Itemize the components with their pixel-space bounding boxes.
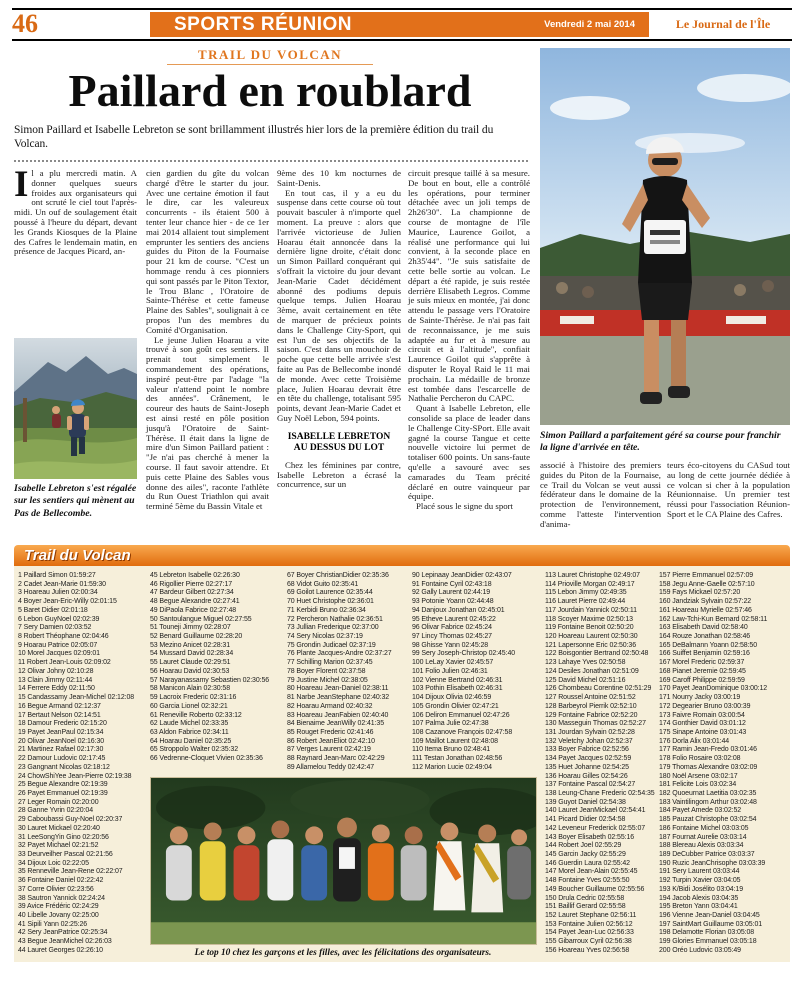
result-row: 142 Leveneur Frederick 02:55:07 xyxy=(545,824,646,832)
result-row: 133 Boyer Fabrice 02:52:56 xyxy=(545,746,629,754)
result-row: 72 Percheron Nathalie 02:36:51 xyxy=(287,615,383,623)
result-row: 82 Hoarau Armand 02:40:32 xyxy=(287,702,373,710)
result-row: 170 Payet JeanDominique 03:00:12 xyxy=(659,685,768,693)
result-row: 102 Vienne Bertrand 02:46:31 xyxy=(412,676,503,684)
result-row: 171 Nourry Jacky 03:00:19 xyxy=(659,694,741,702)
result-row: 21 Martinez Rafael 02:17:30 xyxy=(18,746,104,754)
result-row: 86 Robert JeanEliot 02:42:10 xyxy=(287,737,375,745)
result-row: 20 Olivar JeanNoel 02:16:30 xyxy=(18,737,105,745)
result-row: 14 Ferrere Eddy 02:11:50 xyxy=(18,685,95,693)
result-row: 117 Jourdain Yannick 02:50:11 xyxy=(545,606,637,614)
column-3-paragraphs: 9ème des 10 km nocturnes de Saint-Denis. En tout cas, il y a eu du suspense dans cette course où tout pouvait basculer à n'importe quel moment. La preuve : alors que l'arrivée victorieuse de Julien Hoarau était annoncée dans la dernière ligne droite, c'était donc un Simon Paillard conquérant qui s'offrait la victoire du jour devant Jean-Marie Cadet décidément abonné des podiums depuis quelque temps. Julien Hoarau 3ème, avait certainement en tête de marquer de précieux points dans le Challenge City-Sport, qui est l'un de ses objectifs de la saison. C'est dans un mouchoir de poche que cette belle arrivée s'est faite au Pas de Bellecombe inondé de monde. Avec cette Troisième place, Julien Hoarau devrait être en tête du challenge, totalisant 595 points, devant Jean-Marie Cadet et Guy Noël Lebon, 594 points. xyxy=(277,168,401,423)
headline: Paillard en roublard xyxy=(68,65,472,116)
result-row: 74 Sery Nicolas 02:37:19 xyxy=(287,633,363,641)
result-row: 46 Rigollier Pierre 02:27:17 xyxy=(150,580,233,588)
article-column-2: cien gardien du gîte du volcan chargé d'être le starter du jour. Avec une certaine émotion il faut le dire, car les valeureux concurrents - ils étaient 500 à tenter leur chance hier - de ce 1er mai 2014 allaient tout simplement emprunter les sentiers des anciens guides du Piton de la Fournaise pour 21 km de course. "C'est un hommage rendu à ces pionniers qui sont passés par le Piton Textor, le Trou Blanc , l'Oratoire de Sainte-Thérèse et cette fameuse Plaine des Sables", soulignait à ce propos l'un des membres du Comité d'Organisation. Le jeune Julien Hoarau a vite trouvé à son goût ces sentiers. Il prenait tout simplement le commandement des opérations, inspiré peut-être par l'adage "la valeur n'attend point le nombre des années". Crânement, le coureur des hauts de Saint-Joseph est ainsi resté en pôle position jusqu'à l'Oratoire de Saint-Thérèse. Il était dans la ligne de mire d'un Simon Paillard patient : "Je n'ai pas cherché à mener la course. Il faut savoir attendre. Et puis cette Plaine des Sables vous donne des ailes", raconte l'athlète du Run Ouest Triathlon qui avait terminé 5ème du Bassin Vitale et xyxy=(146,168,269,512)
result-row: 125 David Michel 02:51:16 xyxy=(545,676,626,684)
result-row: 113 Lauret Christophe 02:49:07 xyxy=(545,572,640,579)
result-row: 59 Lacroix Frederic 02:31:16 xyxy=(150,694,237,702)
result-row: 76 Plante Jacques-Andre 02:37:27 xyxy=(287,650,392,658)
result-row: 69 Goilot Laurence 02:35:44 xyxy=(287,589,373,597)
result-row: 54 Mussard David 02:28:34 xyxy=(150,650,234,658)
result-row: 165 DeBalmann Yoann 02:58:50 xyxy=(659,641,758,649)
result-row: 70 Huet Christophe 02:36:01 xyxy=(287,598,374,606)
result-row: 139 Guyot Daniel 02:54:38 xyxy=(545,798,626,806)
result-row: 26 Payet Emmanuel 02:19:39 xyxy=(18,789,108,797)
result-row: 182 Quoeurnat Laetitia 03:02:35 xyxy=(659,789,757,797)
result-row: 181 Felicite Lois 03:02:34 xyxy=(659,781,737,789)
result-row: 52 Benard Guillaume 02:28:20 xyxy=(150,633,243,641)
result-row: 198 Delamotte Florian 03:05:08 xyxy=(659,929,755,937)
result-row: 134 Payet Jacques 02:52:59 xyxy=(545,755,632,763)
result-row: 71 Kerbidi Bruno 02:36:34 xyxy=(287,606,366,614)
results-column-6 xyxy=(655,572,790,956)
result-row: 149 Boucher Guillaume 02:55:56 xyxy=(545,885,645,893)
page-number: 46 xyxy=(12,9,38,38)
result-row: 105 Grondin Olivier 02:47:21 xyxy=(412,702,499,710)
result-row: 144 Robert Joel 02:55:29 xyxy=(545,842,622,850)
result-row: 136 Hoarau Gilles 02:54:26 xyxy=(545,772,628,780)
result-row: 57 Narayanassamy Sebastien 02:30:56 xyxy=(150,676,270,684)
result-row: 173 Faivre Romain 03:00:54 xyxy=(659,711,745,719)
result-row: 44 Lauret Georges 02:26:10 xyxy=(18,946,103,954)
result-row: 131 Jourdan Sylvain 02:52:28 xyxy=(545,728,635,736)
issue-date: Vendredi 2 mai 2014 xyxy=(544,19,635,30)
results-column-5 xyxy=(541,572,655,956)
result-row: 18 Damour Frederic 02:15:20 xyxy=(18,720,107,728)
result-row: 180 Noël Arsene 03:02:17 xyxy=(659,772,738,780)
result-row: 112 Marion Lucie 02:49:04 xyxy=(412,763,492,771)
result-row: 87 Verges Laurent 02:42:19 xyxy=(287,746,371,754)
result-row: 73 Jullian Frederique 02:37:00 xyxy=(287,624,379,632)
result-row: 93 Potonie Yoann 02:44:48 xyxy=(412,598,494,606)
result-row: 19 Payet JeanPaul 02:15:34 xyxy=(18,728,104,736)
result-row: 39 Avice Frédéric 02:24:29 xyxy=(18,903,99,911)
result-row: 177 Ramin Jean-Fredo 03:01:46 xyxy=(659,746,757,754)
result-row: 90 Lepinaay JeanDidier 02:43:07 xyxy=(412,572,512,579)
result-row: 146 Guerdin Laura 02:55:42 xyxy=(545,859,630,867)
masthead: Le Journal de l'Île xyxy=(675,17,771,31)
result-row: 195 Breton Yann 03:04:41 xyxy=(659,903,738,911)
result-row: 152 Lauret Stephane 02:56:11 xyxy=(545,912,637,920)
result-row: 178 Folio Rosaire 03:02:08 xyxy=(659,755,741,763)
result-row: 23 Gangnant Nicolas 02:18:12 xyxy=(18,763,110,771)
result-row: 51 Touneji Jimmy 02:28:07 xyxy=(150,624,231,632)
result-row: 62 Laude Michel 02:33:35 xyxy=(150,720,229,728)
result-row: 188 Blereau Alexis 03:03:34 xyxy=(659,842,744,850)
result-row: 138 Leung-Chane Frederic 02:54:35 xyxy=(545,789,655,797)
section-bar xyxy=(150,12,649,37)
result-row: 22 Damour Ludovic 02:17:45 xyxy=(18,755,106,763)
result-row: 88 Raynard Jean-Marc 02:42:29 xyxy=(287,755,385,763)
result-row: 172 Degearier Bruno 03:00:39 xyxy=(659,702,751,710)
result-row: 66 Vedrenne-Cloquet Vivien 02:35:36 xyxy=(150,755,263,763)
result-row: 151 Baillif Gerard 02:55:58 xyxy=(545,903,626,911)
result-row: 159 Fays Mickael 02:57:20 xyxy=(659,589,741,597)
result-row: 16 Begue Armand 02:12:37 xyxy=(18,702,101,710)
result-row: 55 Lauret Claude 02:29:51 xyxy=(150,659,231,667)
bottom-photo-caption: Le top 10 chez les garçons et les filles, avec les félicitations des organisateurs. xyxy=(194,948,492,958)
result-row: 169 Caroff Philippe 02:59:59 xyxy=(659,676,745,684)
result-row: 120 Hoareau Laurent 02:50:30 xyxy=(545,633,638,641)
result-row: 92 Gally Laurent 02:44:19 xyxy=(412,589,491,597)
result-row: 10 Morel Jacques 02:09:01 xyxy=(18,650,100,658)
result-row: 193 K/Bidi Josélito 03:04:19 xyxy=(659,885,743,893)
result-row: 32 Payet Michael 02:21:52 xyxy=(18,842,99,850)
result-row: 30 Lauret Mickael 02:20:40 xyxy=(18,824,100,832)
result-row: 141 Picard Didier 02:54:58 xyxy=(545,816,626,824)
article-column-1: Il a plu mercredi matin. A donner quelques sueurs froides aux organisateurs qui ont scruté le ciel tout l'après-midi. Un ouf de soulagement était poussé à l'heure du départ, devant les Grands Kiosques de la Plaine des Cafres le lendemain matin, en présence de Jacques Picard, an- xyxy=(14,164,137,257)
result-row: 153 Fontaine Julien 02:56:12 xyxy=(545,920,633,928)
result-row: 119 Fontaine Benoit 02:50:20 xyxy=(545,624,634,632)
result-row: 162 Law-Tchi-Kun Bernard 02:58:11 xyxy=(659,615,768,623)
result-row: 185 Pauzat Christophe 03:02:54 xyxy=(659,816,757,824)
result-row: 124 Desiles Jonathan 02:51:09 xyxy=(545,667,639,675)
result-row: 97 Lincy Thomas 02:45:27 xyxy=(412,633,492,641)
result-row: 99 Sery Joseph-Christop 02:45:40 xyxy=(412,650,516,658)
result-row: 179 Thomas Alexandre 03:02:09 xyxy=(659,763,758,771)
result-row: 122 Boisgontier Bertrand 02:50:48 xyxy=(545,650,649,658)
result-row: 107 Palma Julie 02:47:38 xyxy=(412,720,489,728)
result-row: 80 Hoareau Jean-Daniel 02:38:11 xyxy=(287,685,389,693)
result-row: 186 Fontaine Michel 03:03:05 xyxy=(659,824,749,832)
result-row: 194 Jacob Alexis 03:04:35 xyxy=(659,894,739,902)
result-row: 166 Suiffet Benjamin 02:59:16 xyxy=(659,650,750,658)
result-row: 190 Ruzic JeanChrisophe 03:03:39 xyxy=(659,859,766,867)
result-row: 96 Olivar Fabrice 02:45:24 xyxy=(412,624,492,632)
result-row: 47 Bardeur Gilbert 02:27:34 xyxy=(150,589,234,597)
result-row: 189 DeCubber Patrice 03:03:37 xyxy=(659,851,755,858)
result-row: 94 Danjoux Jonathan 02:45:01 xyxy=(412,606,505,614)
result-row: 184 Payet Amede 03:02:52 xyxy=(659,807,742,815)
article-column-3 xyxy=(277,169,401,490)
result-row: 101 Folio Julien 02:46:31 xyxy=(412,667,488,675)
result-row: 104 Dijoux Olivia 02:46:59 xyxy=(412,694,492,702)
result-row: 5 Baret Didier 02:01:18 xyxy=(18,606,88,614)
result-row: 157 Pierre Emmanuel 02:57:09 xyxy=(659,572,754,579)
result-row: 156 Hoareau Yves 02:56:58 xyxy=(545,946,630,954)
result-row: 197 SaintMart Guillaume 03:05:01 xyxy=(659,920,763,928)
result-row: 167 Morel Frederic 02:59:37 xyxy=(659,659,745,667)
result-row: 148 Fontaine Yves 02:55:50 xyxy=(545,877,630,885)
result-row: 75 Grondin Judicael 02:37:19 xyxy=(287,641,376,649)
result-row: 8 Robert Théophane 02:04:46 xyxy=(18,633,109,641)
result-row: 130 Masseguin Thomas 02:52:27 xyxy=(545,720,646,728)
result-row: 9 Hoarau Patrice 02:05:07 xyxy=(18,641,98,649)
result-row: 7 Sery Damien 02:03:52 xyxy=(18,624,92,632)
result-row: 150 Drula Cedric 02:55:58 xyxy=(545,894,625,902)
result-row: 17 Bertaut Nelson 02:14:51 xyxy=(18,711,101,719)
result-row: 161 Hoareau Myrielle 02:57:46 xyxy=(659,606,752,614)
result-row: 123 Lahaye Yves 02:50:58 xyxy=(545,659,626,667)
section-title: SPORTS RÉUNION xyxy=(174,13,353,35)
result-row: 61 Reneville Roberto 02:33:12 xyxy=(150,711,242,719)
result-row: 192 Turpin Xavier 03:04:05 xyxy=(659,877,741,885)
result-row: 155 Gibarroux Cyril 02:56:38 xyxy=(545,938,632,946)
result-row: 1 Paillard Simon 01:59:27 xyxy=(18,572,96,579)
result-row: 33 Deurveilher Pascal 02:21:56 xyxy=(18,851,113,858)
result-row: 98 Ghisse Yann 02:45:28 xyxy=(412,641,489,649)
result-row: 176 Dorla Alix 03:01:44 xyxy=(659,737,730,745)
dotted-separator xyxy=(14,160,528,162)
result-row: 121 Lapersonne Eric 02:50:36 xyxy=(545,641,636,649)
result-row: 50 Santoulangue Miguel 02:27:55 xyxy=(150,615,252,623)
column-3-paragraphs-after: Chez les féminines par contre, Isabelle Lebreton a écrasé la concurrence, sur un xyxy=(277,459,401,490)
result-row: 116 Lauret Pierre 02:49:44 xyxy=(545,598,626,606)
result-row: 65 Stroppolo Walter 02:35:32 xyxy=(150,746,238,754)
kicker: TRAIL DU VOLCAN xyxy=(197,47,343,62)
result-row: 27 Leger Romain 02:20:00 xyxy=(18,798,99,806)
result-row: 81 Narbe JeanStephane 02:40:32 xyxy=(287,694,390,702)
result-row: 115 Lebon Jimmy 02:49:35 xyxy=(545,589,627,597)
result-row: 79 Justine Michel 02:38:05 xyxy=(287,676,368,684)
result-row: 53 Mezino Anicet 02:28:31 xyxy=(150,641,231,649)
result-row: 45 Lebreton Isabelle 02:26:30 xyxy=(150,572,240,579)
results-column-1 xyxy=(14,572,146,956)
result-row: 4 Boyer Jean-Eric-Willy 02:01:15 xyxy=(18,598,117,606)
crosshead: ISABELLE LEBRETON AU DESSUS DU LOT xyxy=(287,431,391,454)
result-row: 108 Cazanove François 02:47:58 xyxy=(412,728,513,736)
result-row: 63 Aldon Fabrice 02:34:11 xyxy=(150,728,229,736)
result-row: 175 Sinape Antoine 03:01:43 xyxy=(659,728,747,736)
result-row: 111 Testan Jonathan 02:48:56 xyxy=(412,755,503,763)
result-row: 129 Fontaine Fabrice 02:52:20 xyxy=(545,711,638,719)
result-row: 12 Olivar Johny 02:10:28 xyxy=(18,667,94,675)
result-row: 128 Barbeyrol Pierrik 02:52:10 xyxy=(545,702,637,710)
result-row: 174 Gonthier David 03:01:12 xyxy=(659,720,746,728)
result-row: 140 Lauret JeanMickael 02:54:41 xyxy=(545,807,646,815)
result-row: 37 Corre Olivier 02:23:56 xyxy=(18,885,94,893)
result-row: 77 Schilling Marion 02:37:45 xyxy=(287,659,373,667)
result-row: 89 Allamelou Teddy 02:42:47 xyxy=(287,763,375,771)
result-row: 118 Scoyer Maxime 02:50:13 xyxy=(545,615,633,623)
result-row: 196 Vienne Jean-Daniel 03:04:45 xyxy=(659,912,760,920)
result-row: 60 Garcia Lionel 02:32:21 xyxy=(150,702,228,710)
result-row: 6 Lebon GuyNoel 02:02:39 xyxy=(18,615,100,623)
right-photo-caption: Simon Paillard a parfaitement géré sa course pour franchir la ligne d'arrivée en tête. xyxy=(540,430,781,454)
trail-runners-photo xyxy=(14,338,137,479)
result-row: 154 Payet Jean-Luc 02:56:33 xyxy=(545,929,634,937)
result-row: 109 Maillot Laurent 02:48:08 xyxy=(412,737,498,745)
podium-group-photo xyxy=(150,777,537,945)
result-row: 15 Candassamy Jean-Michel 02:12:08 xyxy=(18,694,135,702)
results-title: Trail du Volcan xyxy=(24,547,131,564)
result-row: 49 DiPaola Fabrice 02:27:48 xyxy=(150,606,237,614)
result-row: 40 Libelle Jovany 02:25:00 xyxy=(18,912,99,920)
result-row: 168 Pianet Jeremie 02:59:45 xyxy=(659,667,746,675)
result-row: 183 Vaintilingom Arthur 03:02:48 xyxy=(659,798,757,806)
result-row: 31 LeeSongYin Gino 02:20:56 xyxy=(18,833,109,841)
result-row: 127 Roussel Antoine 02:51:52 xyxy=(545,694,636,702)
result-row: 56 Hoarau David 02:30:53 xyxy=(150,667,230,675)
result-row: 164 Rouze Jonathan 02:58:46 xyxy=(659,633,751,641)
result-row: 135 Huet Johanne 02:54:25 xyxy=(545,763,629,771)
result-row: 199 Glories Emmanuel 03:05:18 xyxy=(659,938,757,946)
result-row: 91 Fontaine Cyril 02:43:18 xyxy=(412,580,492,588)
result-row: 38 Sautron Yannick 02:24:24 xyxy=(18,894,105,902)
result-row: 84 Bienaime JeanWilly 02:41:35 xyxy=(287,720,385,728)
result-row: 25 Begue Alexandre 02:19:39 xyxy=(18,781,108,789)
result-row: 103 Pothin Elisabeth 02:46:31 xyxy=(412,685,503,693)
result-row: 78 Boyer Florent 02:37:58 xyxy=(287,667,366,675)
result-row: 187 Fournat Aurelie 03:03:14 xyxy=(659,833,747,841)
result-row: 2 Cadet Jean-Marie 01:59:30 xyxy=(18,580,106,588)
result-row: 35 Renneville Jean-Rene 02:22:07 xyxy=(18,868,123,876)
result-row: 191 Sery Laurent 03:03:44 xyxy=(659,868,740,876)
article-column-5: associé à l'histoire des premiers guides du Piton de la Fournaise, ce Trail du Volcan se veut aussi fédérateur dans le domaine de la protection de l'environnement, comme l'atteste l'intervention d'anima- xyxy=(540,460,661,529)
finish-line-photo xyxy=(540,48,790,425)
page-header xyxy=(12,8,792,41)
background-runner xyxy=(52,406,61,428)
result-row: 200 Oréo Ludovic 03:05:49 xyxy=(659,946,741,954)
result-row: 34 Dijoux Loic 02:22:05 xyxy=(18,859,89,867)
result-row: 42 Sery JeanPatrice 02:25:34 xyxy=(18,929,108,937)
result-row: 143 Boyer Elisabeth 02:55:16 xyxy=(545,833,635,841)
result-row: 28 Ganne Yvrin 02:20:04 xyxy=(18,807,94,815)
result-row: 11 Robert Jean-Louis 02:09:02 xyxy=(18,659,111,667)
result-row: 95 Etheve Laurent 02:45:22 xyxy=(412,615,496,623)
result-row: 29 Caboubassi Guy-Noel 02:20:37 xyxy=(18,816,123,824)
result-row: 24 ChowShiYee Jean-Pierre 02:19:38 xyxy=(18,772,132,780)
standfirst: Simon Paillard et Isabelle Lebreton se sont brillamment illustrés hier lors de la première édition du trail du Volcan. xyxy=(14,124,494,150)
result-row: 106 Deliron Emmanuel 02:47:26 xyxy=(412,711,510,719)
result-row: 68 Vidot Guito 02:35:41 xyxy=(287,580,359,588)
result-row: 145 Garcin Jacky 02:55:29 xyxy=(545,851,626,858)
article-column-6: teurs éco-citoyens du CASud tout au long de cette journée dédiée à ce volcan si cher à la population Réunionnaise. Un premier test réussi pour l'association Réunion-Sport et le CA Plaine des Cafres. xyxy=(667,460,790,519)
result-row: 110 Itema Bruno 02:48:41 xyxy=(412,746,491,754)
result-row: 137 Fontaine Pascal 02:54:27 xyxy=(545,781,636,789)
result-row: 163 Elisabeth David 02:58:40 xyxy=(659,624,748,632)
left-photo-caption: Isabelle Lebreton s'est régalée sur les sentiers qui mènent au Pas de Bellecombe. xyxy=(14,483,137,519)
result-row: 13 Clain Jimmy 02:11:44 xyxy=(18,676,93,684)
result-row: 160 Jandziak Sylvain 02:57:22 xyxy=(659,598,752,606)
result-row: 58 Manicon Alain 02:30:58 xyxy=(150,685,231,693)
result-row: 3 Hoareau Julien 02:00:34 xyxy=(18,589,98,597)
result-row: 114 Prioville Morgan 02:49:17 xyxy=(545,580,635,588)
result-row: 67 Boyer ChristianDidier 02:35:36 xyxy=(287,572,389,579)
result-row: 83 Hoareau JeanFabien 02:40:40 xyxy=(287,711,389,719)
result-row: 126 Chombeau Corentine 02:51:29 xyxy=(545,685,652,693)
result-row: 100 LeLay Xavier 02:45:57 xyxy=(412,659,494,667)
result-row: 43 Begue JeanMichel 02:26:03 xyxy=(18,938,112,946)
result-row: 147 Morel Jean-Alain 02:55:45 xyxy=(545,868,638,876)
result-row: 36 Fontaine Daniel 02:22:42 xyxy=(18,877,104,885)
result-row: 48 Begue Alexandre 02:27:41 xyxy=(150,598,240,606)
result-row: 158 Jegu Anne-Gaelle 02:57:10 xyxy=(659,580,755,588)
result-row: 85 Rouget Frederic 02:41:46 xyxy=(287,728,374,736)
result-row: 64 Hoarau Daniel 02:35:25 xyxy=(150,737,232,745)
result-row: 132 Veletchy Johan 02:52:37 xyxy=(545,737,633,745)
result-row: 41 Sipili Yann 02:25:26 xyxy=(18,920,88,928)
results-banner xyxy=(14,545,790,566)
article-column-4: circuit presque taillé à sa mesure. De bout en bout, elle a contrôlé les opérations, pour terminer détachée avec un joli temps de 2h26'30". La championne de course de montagne de l'île Maurice, Laurence Goilot, a réalisé une performance qui lui convient, à la seconde place en 2h35'44". "Je suis satisfaite de cette belle sortie au volcan. Le départ a été rapide, je suis restée derrière Elisabeth Legros. Comme je suis mieux en montée, j'ai donc attendu le passage vers l'Oratoire de Sainte-Thérèse. Je n'ai pas fait de reconnaissance, je me suis adaptée au fur et à mesure au circuit et à l'altitude", confiait Laurence Goilot qui s'apprête à disputer le Royal Raid le 11 mai prochain. La médaille de bronze est tombée dans l'escarcelle de Nathalie Percheron du CAPC. Quant à Isabelle Lebreton, elle consolide sa place de leader dans le Challenge City-SPort. Elle avait gagné la course Tangue et cette nouvelle victoire lui permet de totaliser 600 points. Un sans-faute qu'elle a savouré avec ses camarades du Team précité déclaré en outre vainqueur par équipe. Placé sous le signe du sport xyxy=(408,168,530,512)
